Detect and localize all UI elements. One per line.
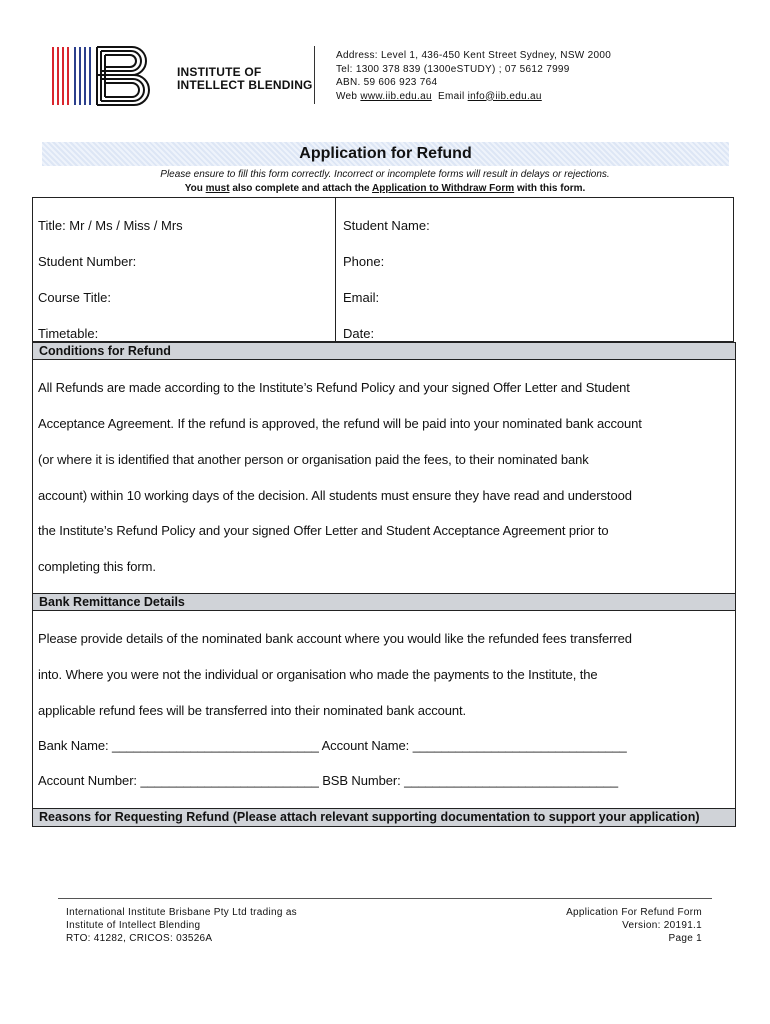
course-title-field[interactable]: Course Title: bbox=[38, 290, 111, 305]
note-part-must: must bbox=[205, 183, 230, 194]
student-number-field[interactable]: Student Number: bbox=[38, 254, 137, 269]
conditions-line: account) within 10 working days of the decision. All students must ensure they have read and understood bbox=[38, 488, 632, 503]
footer-page-number: Page 1 bbox=[668, 933, 702, 944]
institute-name-line2: INTELLECT BLENDING bbox=[177, 78, 313, 92]
conditions-line: Acceptance Agreement. If the refund is approved, the refund will be paid into your nominated bank account bbox=[38, 416, 642, 431]
account-number-bsb-field[interactable]: Account Number: _________________________ BSB Number: ______________________________ bbox=[38, 773, 618, 788]
web-email-line bbox=[336, 90, 611, 104]
contact-block bbox=[336, 49, 611, 103]
footer-form-name: Application For Refund Form bbox=[566, 907, 702, 918]
bank-name-account-name-field[interactable]: Bank Name: _____________________________ Account Name: ______________________________ bbox=[38, 738, 627, 753]
footer-left bbox=[66, 906, 297, 945]
bank-heading: Bank Remittance Details bbox=[32, 593, 736, 611]
institute-logo bbox=[52, 45, 162, 107]
footer-right bbox=[566, 906, 702, 945]
address: Address: Level 1, 436-450 Kent Street Sydney, NSW 2000 bbox=[336, 50, 612, 61]
footer-company: International Institute Brisbane Pty Ltd trading as bbox=[66, 907, 297, 918]
date-field[interactable]: Date: bbox=[343, 326, 375, 341]
title-field[interactable]: Title: Mr / Ms / Miss / Mrs bbox=[38, 218, 183, 233]
note-part-attach: also complete and attach the bbox=[232, 183, 370, 194]
email-link[interactable]: info@iib.edu.au bbox=[467, 90, 542, 102]
abn: ABN. 59 606 923 764 bbox=[336, 77, 438, 88]
timetable-field[interactable]: Timetable: bbox=[38, 326, 99, 341]
note-part-end: with this form. bbox=[516, 183, 586, 194]
reasons-heading: Reasons for Requesting Refund (Please attach relevant supporting documentation to support your application) bbox=[32, 808, 736, 827]
bank-line: applicable refund fees will be transferred into their nominated bank account. bbox=[38, 703, 467, 718]
footer-institute: Institute of Intellect Blending bbox=[66, 920, 201, 931]
note-part-you: You bbox=[184, 183, 203, 194]
footer-divider bbox=[58, 898, 712, 899]
web-label: Web bbox=[336, 90, 358, 102]
institute-name bbox=[177, 66, 313, 92]
bank-line: Please provide details of the nominated bank account where you would like the refunded fees transferred bbox=[38, 631, 632, 646]
email-label: Email bbox=[438, 90, 465, 102]
attachment-note bbox=[0, 183, 770, 194]
bank-line: into. Where you were not the individual or organisation who made the payments to the Institute, the bbox=[38, 667, 598, 682]
header-divider bbox=[314, 46, 315, 104]
institute-name-line1: INSTITUTE OF bbox=[177, 65, 262, 79]
footer-rto: RTO: 41282, CRICOS: 03526A bbox=[66, 933, 213, 944]
conditions-line: the Institute’s Refund Policy and your signed Offer Letter and Student Acceptance Agreement prior to bbox=[38, 523, 609, 538]
student-name-field[interactable]: Student Name: bbox=[343, 218, 430, 233]
conditions-line: (or where it is identified that another person or organisation paid the fees, to their nominated bank bbox=[38, 452, 589, 467]
details-column-divider bbox=[335, 198, 336, 341]
conditions-heading: Conditions for Refund bbox=[32, 342, 736, 360]
phone-field[interactable]: Phone: bbox=[343, 254, 385, 269]
form-title: Application for Refund bbox=[42, 142, 729, 166]
telephone: Tel: 1300 378 839 (1300eSTUDY) ; 07 5612 7999 bbox=[336, 63, 570, 75]
withdraw-form-reference: Application to Withdraw Form bbox=[372, 183, 515, 194]
instruction-note: Please ensure to fill this form correctly. Incorrect or incomplete forms will result in delays or rejections. bbox=[160, 169, 610, 180]
conditions-line: completing this form. bbox=[38, 559, 156, 574]
website-link[interactable]: www.iib.edu.au bbox=[360, 90, 432, 102]
footer-version: Version: 20191.1 bbox=[622, 920, 702, 931]
email-field[interactable]: Email: bbox=[343, 290, 380, 305]
conditions-line: All Refunds are made according to the Institute’s Refund Policy and your signed Offer Letter and Student bbox=[38, 380, 630, 395]
